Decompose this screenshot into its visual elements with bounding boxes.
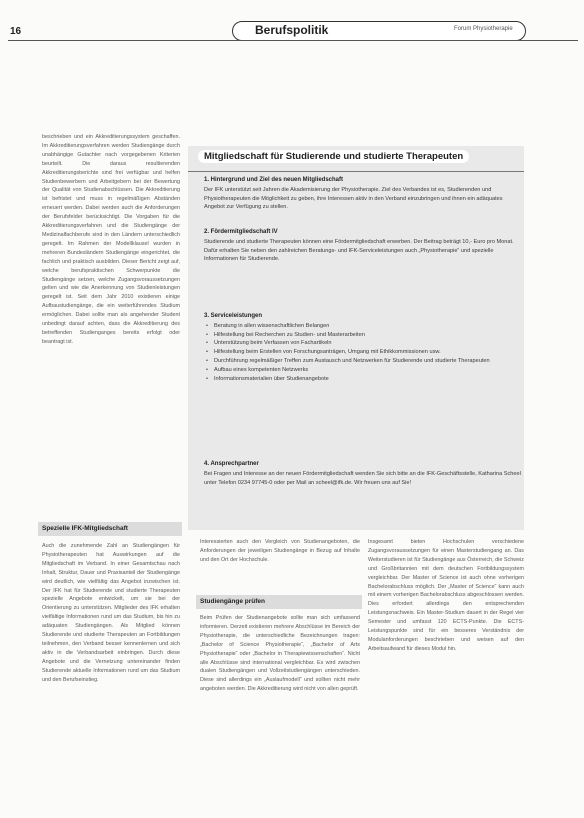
box-section-4 [204,460,522,487]
middle-sub-heading: Studiengänge prüfen [196,595,362,609]
box-section-4-heading: 4. Ansprechpartner [204,461,259,467]
left-column-bottom-text: Auch die zunehmende Zahl an Studiengängen für Physiotherapeuten hat Auswirkungen auf die Mitgliedschaft im Verband. In einer Gesamtschau nach Inhalt, Struktur, Dauer und Praxisanteil der Studiengänge wird deutlich, wie vielfältig das Angebot inzwischen ist. Der IFK hat für Studierende und studierte Therapeuten spezielle Angebote entwickelt, um sie bei der Orientierung zu unterstützen. Mitglieder des IFK erhalten vielfältige Informationen rund um das Studium, bis hin zu adäquaten Studiengängen. Als Mitglied können Studierende und studierte Therapeuten an Fortbildungen teilnehmen, den Verband besser kennenlernen und sich aktiv in die Verbandsarbeit einbringen. Durch diese Angebote und die Vernetzung untereinander finden Studierende aktuelle Informationen rund um das Studium und den Berufseinstieg. [42,543,180,683]
left-column-top [42,133,180,519]
service-item: • Hilfestellung bei Recherchen zu Studien- und Masterarbeiten [204,331,522,340]
service-list [204,322,522,384]
box-section-1-heading: 1. Hintergrund und Ziel des neuen Mitgliedschaft [204,177,344,183]
section-title: Berufspolitik [255,23,329,37]
middle-column-bottom [200,614,360,804]
box-section-2-heading: 2. Fördermitgliedschaft IV [204,229,278,235]
left-sub-heading: Spezielle IFK-Mitgliedschaft [38,522,182,536]
service-item: • Informationsmaterialien über Studienangebote [204,375,522,384]
service-item: • Aufbau eines kompetenten Netzwerks [204,366,522,375]
service-item: • Unterstützung beim Verfassen von Fachartikeln [204,339,522,348]
middle-column-bottom-text: Beim Prüfen der Studienangebote sollte man sich umfassend informieren. Derzeit existieren mehrere Abschlüsse im Bereich der Physiotherapie, die unterschiedliche Bezeichnungen tragen: „Bachelor of Science Physiotherapie“, „Bachelor of Arts Physiotherapie“ oder „Bachelor in Therapiewissenschaften“. Nicht alle Abschlüsse sind international vergleichbar. Es wird zwischen dualen Studiengängen und Vollzeitstudiengängen unterschieden. Diese sind allerdings ein „Auslaufmodell“ und sollten nicht mehr angeboten werden. Die Akkreditierung wird nicht von allen geprüft. [200,615,360,693]
box-section-2-text: Studierende und studierte Therapeuten können eine Fördermitgliedschaft erwerben. Der Beitrag beträgt 10,- Euro pro Monat. Dafür erhalten Sie neben den zahlreichen Beratungs- und IFK-Serviceleistungen auch „Physiotherapie“ und spezielle Informationen für Studierende. [204,238,514,263]
left-column-top-text: beschrieben und ein Akkreditierungssystem geschaffen. Im Akkreditierungsverfahren werden Studiengänge durch unabhängige Gutachter nach vorgegebenen Kriterien beurteilt. Die daraus resultierenden Akkreditierungsberichte sind frei verfügbar und helfen Studienbewerbern und Arbeitgebern bei der Bewertung der Qualität von Studienabschlüssen. Die Akkreditierung ist befristet und muss in regelmäßigen Abständen erneuert werden. Dabei werden auch die Anforderungen der Berufsfelder berücksichtigt. Die Vorgaben für die Akkreditierungsverfahren und die Studiengänge der Medizinalfachberufe sind in den Ländern unterschiedlich geregelt. Im Rahmen der Modellklausel wurden in mehreren Bundesländern Studiengänge eingerichtet, die fachlich und praktisch ausbilden. Dieser Bericht zeigt auf, welche berufspraktischen Schwerpunkte die Studiengänge setzen, welche Zugangsvoraussetzungen gelten und wie die Anerkennung von Studienleistungen geregelt ist. Seit dem Jahr 2010 existieren einige Aufbaustudiengänge, die ein weiterführendes Studium ermöglichen. Dabei sollte man als angehender Student unbedingt darauf achten, dass die Akkreditierung des betreffenden Studienganges bereits erfolgt oder beantragt ist. [42,134,180,345]
box-section-1-text: Der IFK unterstützt seit Jahren die Akademisierung der Physiotherapie. Ziel des Verbandes ist es, Studierenden und Physiotherapeuten die Möglichkeit zu geben, ihre Interessen aktiv in den Verband einzubringen und ihnen ein adäquates Angebot zur Verfügung zu stellen. [204,186,503,211]
box-section-2 [204,228,522,264]
box-title: Mitgliedschaft für Studierende und studierte Therapeuten [198,150,469,163]
box-section-4-text: Bei Fragen und Interesse an der neuen Fördermitgliedschaft wenden Sie sich bitte an die IFK-Geschäftsstelle, Katharina Scheel unter Telefon 0234 97745-0 oder per Mail an scheel@ifk.de. Wir freuen uns auf Sie! [204,470,521,486]
box-title-rule [188,171,524,172]
middle-column-top [200,538,360,584]
middle-column-top-text: Interessierten auch den Vergleich von Studienangeboten, die Anforderungen der jeweiligen Studiengänge in Bezug auf Inhalte und den Ort der Hochschule. [200,539,360,563]
header-rule [8,40,578,41]
right-column-text: Insgesamt bieten Hochschulen verschiedene Zugangsvoraussetzungen für einen Masterstudiengang an. Das Weiterstudieren ist für Studiengänge aus Österreich, die Schweiz und Großbritannien mit dem deutschen Fortbildungssystem vergleichbar. Der Master of Science ist auch ohne vorherigen Bachelorabschluss möglich. Der „Master of Science“ kann auch mit einem vorherigen Bachelorabschluss abgeschlossen werden. Dies erfordert allerdings den entsprechenden Leistungsnachweis. Ein Master-Studium dauert in der Regel vier Semester und umfasst 120 ECTS-Punkte. Die ECTS-Leistungspunkte sind für ein besseres Verständnis der Modulanforderungen beschrieben und weisen auf den Arbeitsaufwand für dieses Modul hin. [368,539,524,652]
page-number: 16 [10,26,22,37]
left-column-bottom [42,542,180,804]
service-item: • Durchführung regelmäßiger Treffen zum Austausch und Netzwerken für Studierende und studierte Therapeuten [204,357,522,366]
service-item: • Hilfestellung beim Erstellen von Forschungsanträgen, Umgang mit Ethikkommissionen usw. [204,348,522,357]
box-section-3 [204,312,522,383]
box-section-1 [204,176,522,212]
issue-label: Forum Physiotherapie [454,26,513,32]
service-item: • Beratung in allen wissenschaftlichen Belangen [204,322,522,331]
right-column [368,538,524,804]
box-section-3-heading: 3. Serviceleistungen [204,313,263,319]
